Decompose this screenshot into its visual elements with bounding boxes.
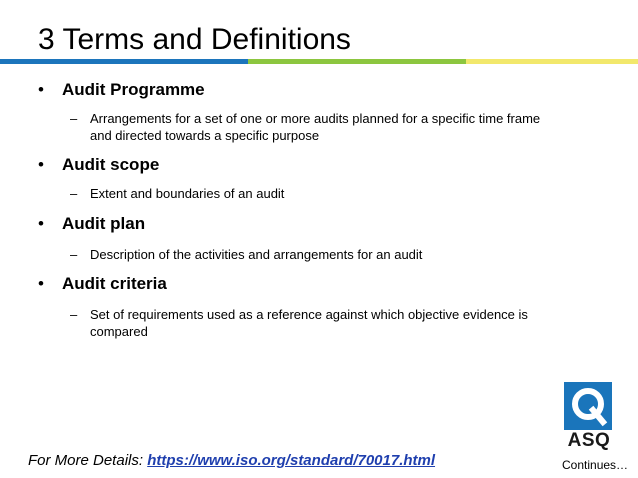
definition-line: compared: [90, 324, 148, 339]
term-audit-plan: [38, 214, 145, 234]
footer-details: [28, 452, 435, 470]
dash-marker: –: [70, 186, 78, 201]
asq-logo-icon: [560, 382, 618, 430]
definition-line: Description of the activities and arrangements for an audit: [90, 247, 423, 262]
term-label: Audit scope: [62, 155, 160, 174]
definition-audit-scope: [70, 185, 590, 202]
footer-colon: :: [138, 452, 148, 469]
definition-audit-criteria: [70, 306, 590, 340]
rule-segment-blue: [0, 59, 248, 64]
term-audit-programme: [38, 80, 205, 100]
rule-segment-yellow: [466, 59, 638, 64]
dash-marker: –: [70, 111, 78, 126]
term-audit-scope: [38, 155, 159, 175]
asq-logo: [560, 382, 618, 454]
asq-logo-text: ASQ: [567, 430, 611, 451]
continues-label: Continues…: [562, 458, 629, 472]
definition-audit-plan: [70, 246, 590, 263]
slide-title: 3 Terms and Definitions: [38, 23, 351, 56]
bullet-marker: •: [38, 214, 44, 233]
term-label: Audit criteria: [62, 274, 167, 293]
bullet-marker: •: [38, 274, 44, 293]
term-label: Audit plan: [62, 214, 146, 233]
bullet-marker: •: [38, 80, 44, 99]
definition-line: Arrangements for a set of one or more audits planned for a specific time frame: [90, 111, 541, 126]
definition-line: and directed towards a specific purpose: [90, 128, 320, 143]
term-audit-criteria: [38, 274, 167, 294]
dash-marker: –: [70, 307, 78, 322]
definition-line: Extent and boundaries of an audit: [90, 186, 285, 201]
definition-line: Set of requirements used as a reference against which objective evidence is: [90, 307, 528, 322]
rule-segment-green: [248, 59, 466, 64]
iso-standard-link[interactable]: https://www.iso.org/standard/70017.html: [147, 452, 436, 469]
definition-audit-programme: [70, 110, 590, 144]
footer-prefix: For More Details: [28, 452, 139, 469]
dash-marker: –: [70, 247, 78, 262]
term-label: Audit Programme: [62, 80, 205, 99]
title-underline-rule: [0, 59, 638, 64]
bullet-marker: •: [38, 155, 44, 174]
